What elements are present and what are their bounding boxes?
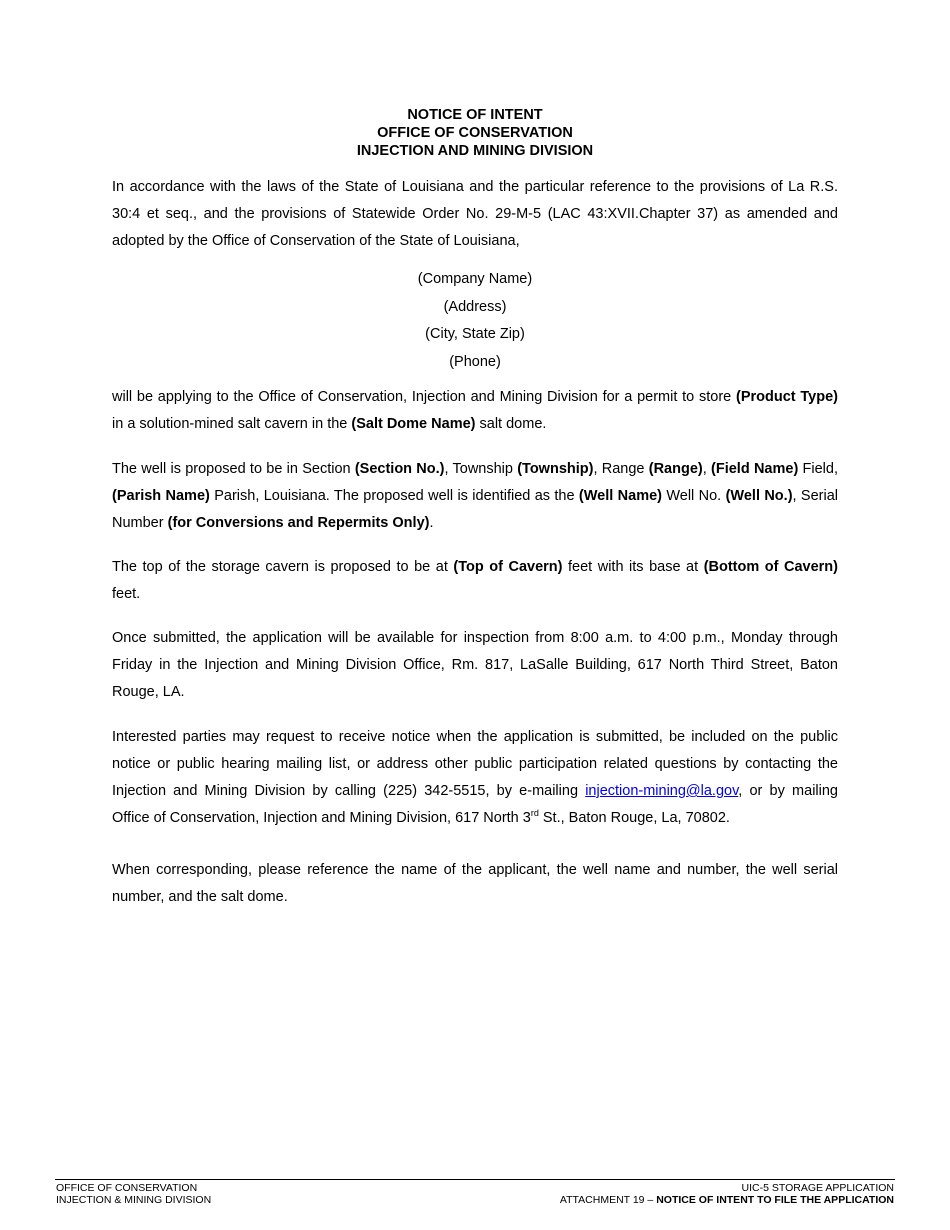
corresponding-text: When corresponding, please reference the name of the applicant, the well name and number, the well serial number, and the salt dome.	[112, 862, 838, 905]
heading-office: OFFICE OF CONSERVATION	[377, 125, 573, 141]
product-type-placeholder: (Product Type)	[736, 389, 838, 405]
ordinal-superscript: rd	[530, 808, 539, 819]
footer-application: UIC-5 STORAGE APPLICATION	[741, 1182, 894, 1194]
footer-left	[56, 1182, 211, 1206]
well-text-7: Well No.	[661, 488, 726, 504]
township-placeholder: (Township)	[517, 461, 594, 477]
email-link[interactable]: injection-mining@la.gov	[585, 783, 739, 799]
well-text-3: , Range	[593, 461, 649, 477]
apply-text-3: salt dome.	[475, 416, 547, 432]
section-placeholder: (Section No.)	[354, 461, 445, 477]
range-placeholder: (Range)	[648, 461, 703, 477]
well-text-4: ,	[702, 461, 712, 477]
parish-name-placeholder: (Parish Name)	[112, 488, 210, 504]
apply-text-2: in a solution-mined salt cavern in the	[112, 416, 352, 432]
company-phone: (Phone)	[449, 353, 501, 370]
inspection-paragraph	[112, 625, 838, 706]
footer-attachment	[560, 1194, 894, 1206]
cavern-text-3: feet.	[112, 586, 141, 602]
company-name: (Company Name)	[417, 271, 533, 287]
heading-division: INJECTION AND MINING DIVISION	[356, 143, 594, 159]
well-text-5: Field,	[798, 461, 838, 477]
well-name-placeholder: (Well Name)	[578, 488, 662, 504]
intro-paragraph	[112, 174, 838, 255]
serial-number-placeholder: (for Conversions and Repermits Only)	[167, 515, 430, 531]
well-text-9: .	[429, 515, 434, 531]
top-of-cavern-placeholder: (Top of Cavern)	[453, 559, 563, 575]
bottom-of-cavern-placeholder: (Bottom of Cavern)	[703, 559, 838, 575]
applicant-address-block	[0, 266, 950, 376]
corresponding-paragraph	[112, 857, 838, 911]
intro-text: In accordance with the laws of the State of Louisiana and the particular reference to the provisions of La R.S. 30:4 et seq., and the provisions of Statewide Order No. 29-M-5 (LAC 43:XVII.Chapter 37) as amended and adopted by the Office of Conservation of the State of Louisiana,	[112, 179, 838, 249]
interested-parties-paragraph	[112, 724, 838, 832]
well-number-placeholder: (Well No.)	[725, 488, 793, 504]
company-address: (Address)	[443, 298, 507, 315]
footer-attachment-title: NOTICE OF INTENT TO FILE THE APPLICATION	[656, 1194, 894, 1206]
inspection-text: Once submitted, the application will be available for inspection from 8:00 a.m. to 4:00 p.m., Monday through Friday in the Injection and Mining Division Office, Rm. 817, LaSalle Building, 617 North Third Street, Baton Rouge, LA.	[112, 630, 838, 700]
interested-text-3: St., Baton Rouge, La, 70802.	[538, 810, 730, 826]
well-location-paragraph	[112, 456, 838, 537]
well-text-2: , Township	[444, 461, 518, 477]
footer-attachment-prefix: ATTACHMENT 19 –	[559, 1194, 657, 1206]
cavern-text-2: feet with its base at	[562, 559, 704, 575]
apply-text-1: will be applying to the Office of Conservation, Injection and Mining Division for a permit to store	[112, 389, 737, 405]
interested-text-1: Interested parties may request to receive notice when the application is submitted, be included on the public notice or public hearing mailing list, or address other public participation related questions by contacting the Injection and Mining Division by calling (225) 342-5515, by e-mailing	[112, 729, 838, 799]
footer-right	[560, 1182, 894, 1206]
heading-title: NOTICE OF INTENT	[407, 107, 543, 123]
footer-office: OFFICE OF CONSERVATION	[56, 1182, 198, 1194]
salt-dome-placeholder: (Salt Dome Name)	[351, 416, 476, 432]
field-name-placeholder: (Field Name)	[711, 461, 799, 477]
document-heading	[0, 106, 950, 160]
cavern-text-1: The top of the storage cavern is proposed to be at	[112, 559, 454, 575]
cavern-paragraph	[112, 554, 838, 608]
interested-text-2: , or by mailing Office of Conservation, Injection and Mining Division, 617 North 3	[112, 783, 838, 826]
footer-divider	[55, 1179, 895, 1180]
well-text-1: The well is proposed to be in Section	[112, 461, 355, 477]
footer-division: INJECTION & MINING DIVISION	[56, 1194, 212, 1206]
company-city-state-zip: (City, State Zip)	[425, 326, 525, 342]
well-text-6: Parish, Louisiana. The proposed well is identified as the	[209, 488, 579, 504]
well-text-8: , Serial Number	[112, 488, 838, 531]
apply-paragraph	[112, 384, 838, 438]
